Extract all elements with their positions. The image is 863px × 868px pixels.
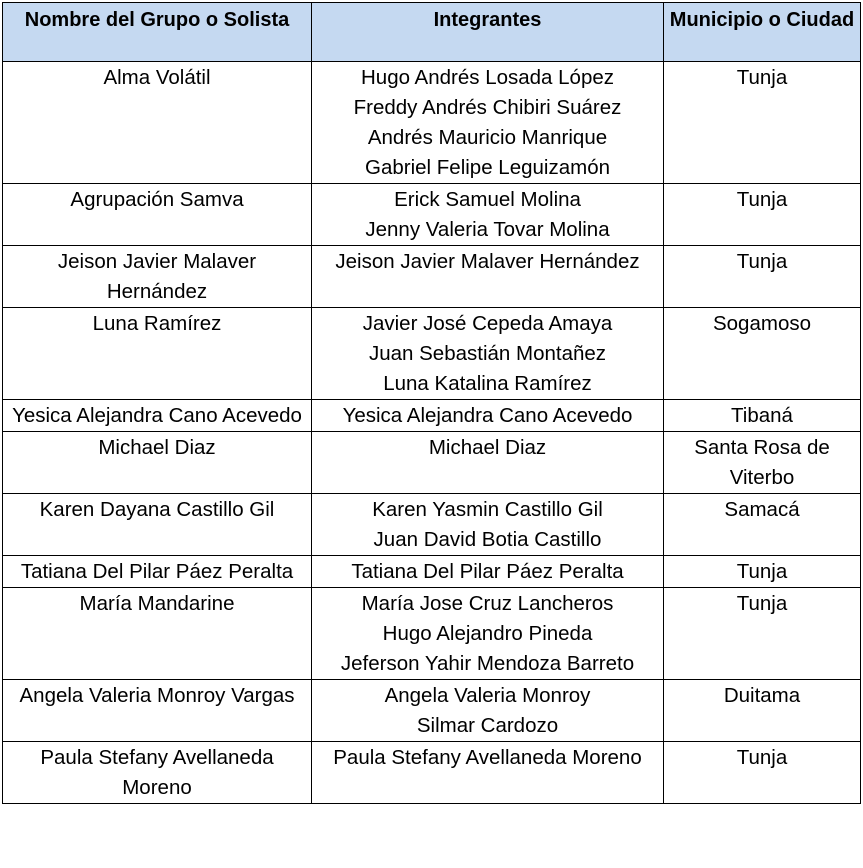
cell-city	[664, 588, 861, 680]
member-name: Freddy Andrés Chibiri Suárez	[353, 96, 622, 119]
group-name-text: Luna Ramírez	[92, 312, 222, 335]
city-text: Sogamoso	[712, 312, 811, 335]
cell-members	[312, 400, 664, 432]
cell-group-name	[3, 184, 312, 246]
cell-members	[312, 246, 664, 308]
group-name-text: Tatiana Del Pilar Páez Peralta	[20, 560, 294, 583]
city-text: Santa Rosa de Viterbo	[694, 436, 830, 489]
city-text: Tunja	[736, 746, 788, 769]
cell-city	[664, 742, 861, 804]
member-name: Tatiana Del Pilar Páez Peralta	[351, 560, 624, 583]
table-row	[3, 400, 861, 432]
table-header	[3, 3, 861, 62]
member-name: Karen Yasmin Castillo Gil	[372, 498, 603, 521]
cell-members	[312, 556, 664, 588]
member-name: Gabriel Felipe Leguizamón	[365, 156, 610, 179]
cell-members	[312, 184, 664, 246]
member-name: Erick Samuel Molina	[394, 188, 581, 211]
header-row	[3, 3, 861, 62]
member-name: Javier José Cepeda Amaya	[362, 312, 613, 335]
city-text: Tibaná	[731, 404, 793, 427]
cell-group-name	[3, 400, 312, 432]
member-name: Michael Diaz	[428, 436, 547, 459]
group-name-text: Paula Stefany Avellaneda Moreno	[40, 746, 274, 799]
group-name-text: Michael Diaz	[98, 436, 216, 459]
member-name: Jenny Valeria Tovar Molina	[365, 218, 610, 241]
cell-city	[664, 432, 861, 494]
city-text: Samacá	[724, 498, 800, 521]
member-name: Paula Stefany Avellaneda Moreno	[333, 746, 642, 769]
table-row	[3, 308, 861, 400]
cell-members	[312, 432, 664, 494]
cell-city	[664, 556, 861, 588]
groups-table	[2, 2, 861, 804]
cell-group-name	[3, 742, 312, 804]
group-name-text: Jeison Javier Malaver Hernández	[57, 250, 257, 303]
cell-members	[312, 588, 664, 680]
group-name-text: Alma Volátil	[103, 66, 211, 89]
cell-members	[312, 62, 664, 184]
cell-members	[312, 494, 664, 556]
city-text: Tunja	[736, 188, 788, 211]
member-name: Yesica Alejandra Cano Acevedo	[342, 404, 633, 427]
header-members: Integrantes	[312, 3, 664, 62]
cell-city	[664, 680, 861, 742]
table-row	[3, 494, 861, 556]
group-name-text: Angela Valeria Monroy Vargas	[19, 684, 295, 707]
table-row	[3, 246, 861, 308]
table-row	[3, 680, 861, 742]
header-city: Municipio o Ciudad	[664, 3, 861, 62]
cell-members	[312, 308, 664, 400]
cell-city	[664, 62, 861, 184]
cell-city	[664, 246, 861, 308]
group-name-text: Yesica Alejandra Cano Acevedo	[12, 404, 302, 427]
cell-members	[312, 742, 664, 804]
table-row	[3, 62, 861, 184]
member-name: Hugo Andrés Losada López	[360, 66, 615, 89]
table-row	[3, 556, 861, 588]
city-text: Duitama	[723, 684, 801, 707]
cell-city	[664, 494, 861, 556]
member-name: Hugo Alejandro Pineda	[382, 622, 593, 645]
member-name: Silmar Cardozo	[416, 714, 559, 737]
cell-group-name	[3, 308, 312, 400]
table-row	[3, 588, 861, 680]
cell-city	[664, 308, 861, 400]
city-text: Tunja	[736, 250, 788, 273]
city-text: Tunja	[736, 560, 788, 583]
member-name: Luna Katalina Ramírez	[383, 372, 592, 395]
member-name: Juan David Botia Castillo	[373, 528, 602, 551]
member-name: Juan Sebastián Montañez	[368, 342, 607, 365]
cell-group-name	[3, 432, 312, 494]
table-body	[3, 62, 861, 804]
header-group-name: Nombre del Grupo o Solista	[3, 3, 312, 62]
group-name-text: Karen Dayana Castillo Gil	[39, 498, 275, 521]
table-row	[3, 742, 861, 804]
member-name: Andrés Mauricio Manrique	[367, 126, 608, 149]
table-row	[3, 184, 861, 246]
member-name: María Jose Cruz Lancheros	[361, 592, 614, 615]
cell-group-name	[3, 62, 312, 184]
cell-group-name	[3, 494, 312, 556]
member-name: Angela Valeria Monroy	[384, 684, 591, 707]
group-name-text: María Mandarine	[79, 592, 235, 615]
city-text: Tunja	[736, 66, 788, 89]
city-text: Tunja	[736, 592, 788, 615]
member-name: Jeferson Yahir Mendoza Barreto	[340, 652, 635, 675]
cell-city	[664, 400, 861, 432]
cell-group-name	[3, 680, 312, 742]
cell-group-name	[3, 556, 312, 588]
table-row	[3, 432, 861, 494]
cell-group-name	[3, 588, 312, 680]
member-name: Jeison Javier Malaver Hernández	[335, 250, 640, 273]
group-name-text: Agrupación Samva	[70, 188, 244, 211]
cell-city	[664, 184, 861, 246]
cell-members	[312, 680, 664, 742]
cell-group-name	[3, 246, 312, 308]
